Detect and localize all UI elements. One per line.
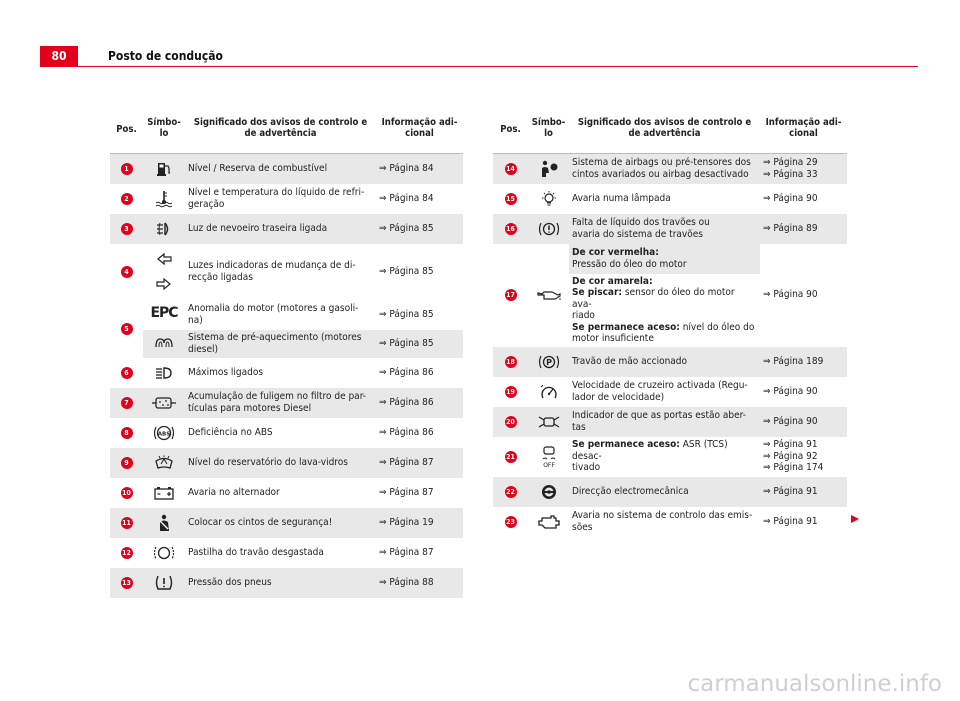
col-symbol: Símbo- lo xyxy=(143,115,185,154)
persist-label: Se permanece aceso: xyxy=(572,439,680,451)
position-badge: 15 xyxy=(506,194,515,203)
meaning-text: Avaria numa lâmpada xyxy=(572,192,671,204)
blink-label: Se piscar: xyxy=(572,287,623,298)
info-link[interactable]: ⇒ Página 90 xyxy=(763,385,818,397)
table-row xyxy=(493,154,847,184)
svg-text:OFF: OFF xyxy=(542,461,555,469)
col-symbol: Símbo- lo xyxy=(528,115,569,154)
info-link[interactable]: ⇒ Página 85 xyxy=(376,330,463,358)
page-number: 80 xyxy=(40,46,78,67)
info-link[interactable]: ⇒ Página 90 xyxy=(763,289,818,301)
info-link[interactable]: ⇒ Página 88 xyxy=(376,568,463,598)
svg-text:P: P xyxy=(545,357,552,367)
table-row xyxy=(110,300,463,330)
abs-icon xyxy=(153,428,175,439)
position-badge: 8 xyxy=(121,427,133,439)
meaning-text-body: ASR (TCS) desac- tivado xyxy=(572,439,728,474)
position-badge: 12 xyxy=(122,548,131,557)
position-badge: 14 xyxy=(506,164,515,173)
tyre-pressure-icon xyxy=(153,578,175,589)
emission-control-icon xyxy=(537,517,561,528)
oil-red-cell xyxy=(569,244,760,274)
meaning-text: Nível e temperatura do líquido de refri- geração xyxy=(188,187,365,210)
header-rule xyxy=(78,66,918,67)
epc-icon: EPC xyxy=(150,305,178,322)
table-row xyxy=(493,407,847,437)
position-badge: 20 xyxy=(506,417,515,426)
page-header xyxy=(0,46,918,68)
position-badge: 4 xyxy=(121,266,133,278)
meaning-text: Pressão dos pneus xyxy=(185,568,376,598)
steering-wheel-icon xyxy=(539,487,559,498)
meaning-text: Deficiência no ABS xyxy=(188,426,273,438)
meaning-text: Direcção electromecânica xyxy=(569,477,760,507)
info-link[interactable]: ⇒ Página 84 xyxy=(379,192,434,204)
watermark: carmanualsonline.info xyxy=(687,671,942,697)
washer-fluid-icon xyxy=(154,458,174,469)
table-row xyxy=(493,347,847,377)
persist-text: nível do óleo do motor insuficiente xyxy=(572,321,755,344)
info-link[interactable]: ⇒ Página 29 ⇒ Página 33 xyxy=(760,154,847,184)
table-row xyxy=(493,437,847,477)
table-row xyxy=(493,244,847,274)
brake-fluid-icon xyxy=(538,224,560,235)
meaning-text: Luzes indicadoras de mudança de di- recção ligadas xyxy=(188,260,356,283)
info-link[interactable]: ⇒ Página 86 xyxy=(379,426,434,438)
col-info: Informação adi- cional xyxy=(760,115,847,154)
col-meaning: Significado dos avisos de controlo e de advertência xyxy=(569,115,760,154)
info-link[interactable]: ⇒ Página 91 xyxy=(763,515,818,527)
rear-fog-light-icon xyxy=(155,224,173,235)
position-badge: 9 xyxy=(121,457,133,469)
warning-lights-table-right xyxy=(493,115,847,537)
info-link[interactable]: ⇒ Página 19 xyxy=(376,508,463,538)
meaning-text: Pastilha do travão desgastada xyxy=(188,546,324,558)
table-row xyxy=(110,244,463,300)
table-row xyxy=(110,388,463,418)
brake-pad-icon xyxy=(153,548,175,559)
meaning-text: Velocidade de cruzeiro activada (Regu- lador de velocidade) xyxy=(572,380,748,403)
col-pos: Pos. xyxy=(110,115,143,154)
table-row xyxy=(110,538,463,568)
high-beam-icon xyxy=(154,368,174,379)
cruise-control-icon xyxy=(539,387,559,398)
glow-plug-icon xyxy=(154,338,174,349)
info-link[interactable]: ⇒ Página 91 ⇒ Página 92 ⇒ Página 174 xyxy=(763,439,824,474)
table-row xyxy=(110,448,463,478)
red-label: De cor vermelha: xyxy=(572,247,659,258)
meaning-text xyxy=(569,437,760,477)
position-badge: 17 xyxy=(506,291,515,299)
info-link[interactable]: ⇒ Página 85 xyxy=(379,265,434,277)
info-link[interactable]: ⇒ Página 87 xyxy=(379,546,434,558)
info-link[interactable]: ⇒ Página 91 xyxy=(760,477,847,507)
info-link[interactable]: ⇒ Página 87 xyxy=(379,486,434,498)
position-badge: 2 xyxy=(121,193,133,205)
amber-label: De cor amarela: xyxy=(572,275,653,287)
table-row xyxy=(110,508,463,538)
meaning-text: Luz de nevoeiro traseira ligada xyxy=(185,214,376,244)
info-link[interactable]: ⇒ Página 86 xyxy=(379,366,434,378)
diesel-particulate-filter-icon xyxy=(151,398,177,409)
position-badge: 22 xyxy=(506,487,515,496)
info-link[interactable]: ⇒ Página 85 xyxy=(379,308,434,320)
meaning-text: Travão de mão accionado xyxy=(569,347,760,377)
warning-lights-table-left xyxy=(110,115,463,598)
meaning-text: Nível do reservatório do lava-vidros xyxy=(185,448,376,478)
red-text: Pressão do óleo do motor xyxy=(572,258,687,270)
airbag-icon xyxy=(539,164,559,175)
info-link[interactable]: ⇒ Página 85 xyxy=(376,214,463,244)
table-row xyxy=(110,478,463,508)
persist-label: Se permanece aceso: xyxy=(572,321,680,333)
table-row xyxy=(110,358,463,388)
table-row xyxy=(493,507,847,537)
door-open-icon xyxy=(538,417,560,428)
coolant-temperature-icon xyxy=(155,194,173,205)
position-badge: 6 xyxy=(121,367,133,379)
table-row xyxy=(110,184,463,214)
meaning-text: Colocar os cintos de segurança! xyxy=(185,508,376,538)
continue-arrow-icon xyxy=(850,509,860,528)
svg-text:ABS: ABS xyxy=(157,431,171,437)
info-link[interactable]: ⇒ Página 89 xyxy=(760,214,847,244)
table-row xyxy=(110,418,463,448)
info-link[interactable]: ⇒ Página 90 xyxy=(760,407,847,437)
position-badge: 11 xyxy=(122,518,131,527)
position-badge: 5 xyxy=(121,323,133,335)
info-link[interactable]: ⇒ Página 84 xyxy=(376,154,463,184)
meaning-text: Falta de líquido dos travões ou avaria do sistema de travões xyxy=(569,214,760,244)
table-row xyxy=(110,154,463,184)
meaning-text: Nível / Reserva de combustível xyxy=(185,154,376,184)
meaning-text: Máximos ligados xyxy=(188,366,264,378)
table-row xyxy=(110,330,463,358)
table-row xyxy=(493,377,847,407)
parking-brake-icon xyxy=(538,357,560,368)
meaning-text: Acumulação de fuligem no filtro de par- tículas para motores Diesel xyxy=(185,388,376,418)
table-row xyxy=(493,184,847,214)
col-pos: Pos. xyxy=(493,115,528,154)
meaning-text: Sistema de airbags ou pré-tensores dos cintos avariados ou airbag desactivado xyxy=(569,154,760,184)
col-meaning: Significado dos avisos de controlo e de advertência xyxy=(185,115,376,154)
table-row xyxy=(493,477,847,507)
position-badge: 21 xyxy=(506,452,515,461)
info-link[interactable]: ⇒ Página 87 xyxy=(376,448,463,478)
position-badge: 7 xyxy=(121,397,133,409)
traction-control-off-icon xyxy=(538,452,560,469)
turn-signal-arrows-icon xyxy=(155,267,173,278)
blink-text: sensor do óleo do motor ava- riado xyxy=(572,287,735,321)
meaning-text: Indicador de que as portas estão aber- tas xyxy=(569,407,760,437)
info-link[interactable]: ⇒ Página 189 xyxy=(760,347,847,377)
position-badge: 16 xyxy=(506,224,515,233)
meaning-text: Sistema de pré-aquecimento (motores diesel) xyxy=(185,330,376,358)
position-badge: 1 xyxy=(121,163,133,175)
position-badge: 23 xyxy=(506,517,515,526)
position-badge: 19 xyxy=(506,387,515,396)
fuel-pump-icon xyxy=(156,164,172,175)
info-link[interactable]: ⇒ Página 86 xyxy=(376,388,463,418)
position-badge: 10 xyxy=(122,488,131,497)
table-row xyxy=(110,214,463,244)
col-info: Informação adi- cional xyxy=(376,115,463,154)
table-row xyxy=(493,214,847,244)
info-link[interactable]: ⇒ Página 90 xyxy=(763,192,818,204)
oil-can-icon xyxy=(537,290,561,301)
bulb-icon xyxy=(539,194,559,205)
section-title: Posto de condução xyxy=(108,49,223,63)
table-row xyxy=(110,568,463,598)
meaning-text: Anomalia do motor (motores a gasoli- na) xyxy=(188,303,359,326)
meaning-text: Avaria no alternador xyxy=(188,486,280,498)
position-badge: 18 xyxy=(506,357,515,366)
position-badge: 13 xyxy=(122,578,131,587)
seat-belt-icon xyxy=(156,518,172,529)
meaning-text: Avaria no sistema de controlo das emis- sões xyxy=(572,510,753,533)
position-badge: 3 xyxy=(121,223,133,235)
battery-icon xyxy=(153,488,175,499)
oil-amber-cell xyxy=(569,274,760,347)
